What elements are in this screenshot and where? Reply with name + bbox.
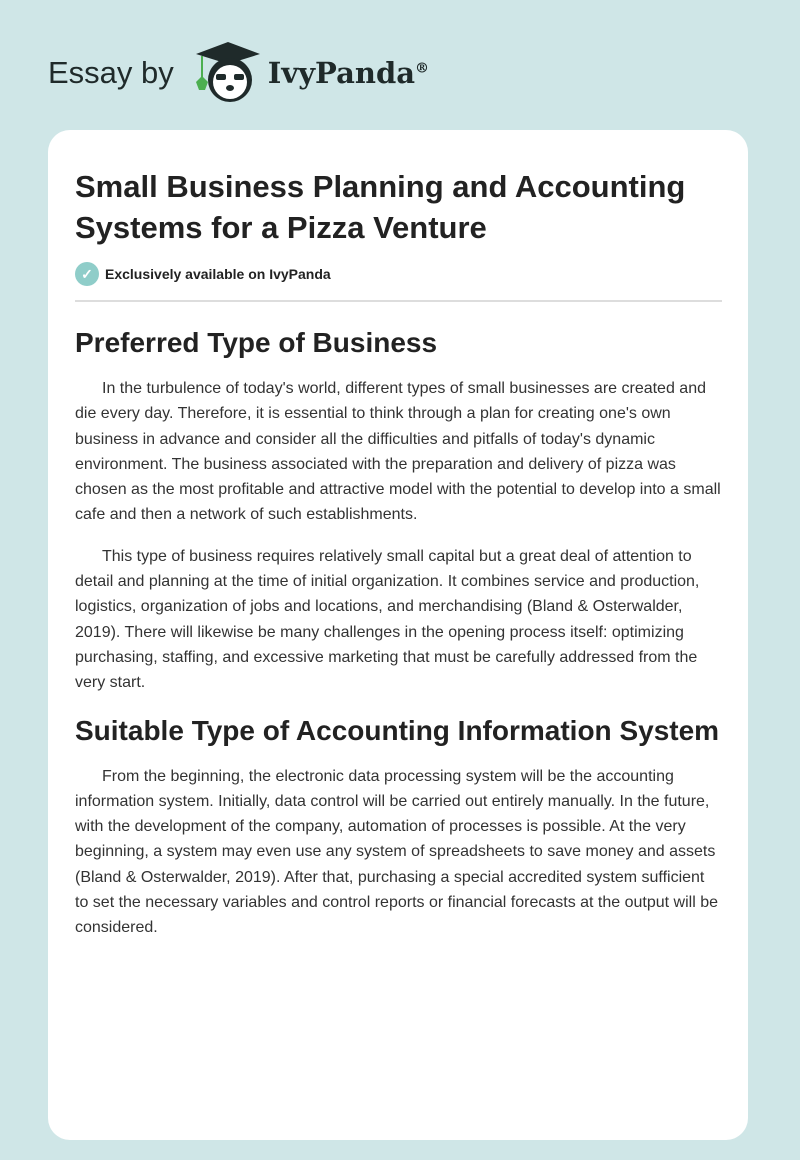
paragraph: From the beginning, the electronic data processing system will be the accounting information system. Initially, data control will be carried out entirely manually. In the future, with the development of the company, automation of processes is possible. At the very beginning, a system may even use any system of spreadsheets to save money and assets (Bland & Osterwalder, 2019). After that, purchasing a special accredited system sufficient to set the necessary variables and control reports or financial forecasts at the output will be considered. <box>75 767 719 937</box>
essay-by-label: Essay by <box>48 55 174 90</box>
essay-card <box>48 130 748 1140</box>
exclusive-badge <box>75 262 722 286</box>
page-title: Small Business Planning and Accounting Systems for a Pizza Venture <box>75 169 686 245</box>
paragraph: This type of business requires relatively small capital but a great deal of attention to detail and planning at the time of initial organization. It combines service and production, logistics, organization of jobs and locations, and merchandising (Bland & Osterwalder, 2019). There will likewise be many challenges in the opening process itself: optimizing purchasing, staffing, and excessive marketing that must be carefully addressed from the very start. <box>75 547 700 692</box>
site-header <box>48 38 429 108</box>
brand-name <box>268 56 429 90</box>
divider <box>75 300 722 302</box>
badge-text: Exclusively available on IvyPanda <box>105 266 331 282</box>
section-heading: Preferred Type of Business <box>75 327 438 358</box>
check-icon: ✓ <box>75 262 99 286</box>
paragraph: In the turbulence of today's world, different types of small businesses are created and die every day. Therefore, it is essential to think through a plan for creating one's own business in advance and consider all the difficulties and pitfalls of today's dynamic environment. The business associated with the preparation and delivery of pizza was chosen as the most profitable and attractive model with the potential to develop into a small cafe and then a network of such establishments. <box>75 380 721 524</box>
panda-logo-icon[interactable] <box>190 40 260 106</box>
registered-mark: ® <box>415 60 430 77</box>
brand-text: IvyPanda <box>267 56 416 90</box>
section-heading: Suitable Type of Accounting Information System <box>75 714 720 746</box>
